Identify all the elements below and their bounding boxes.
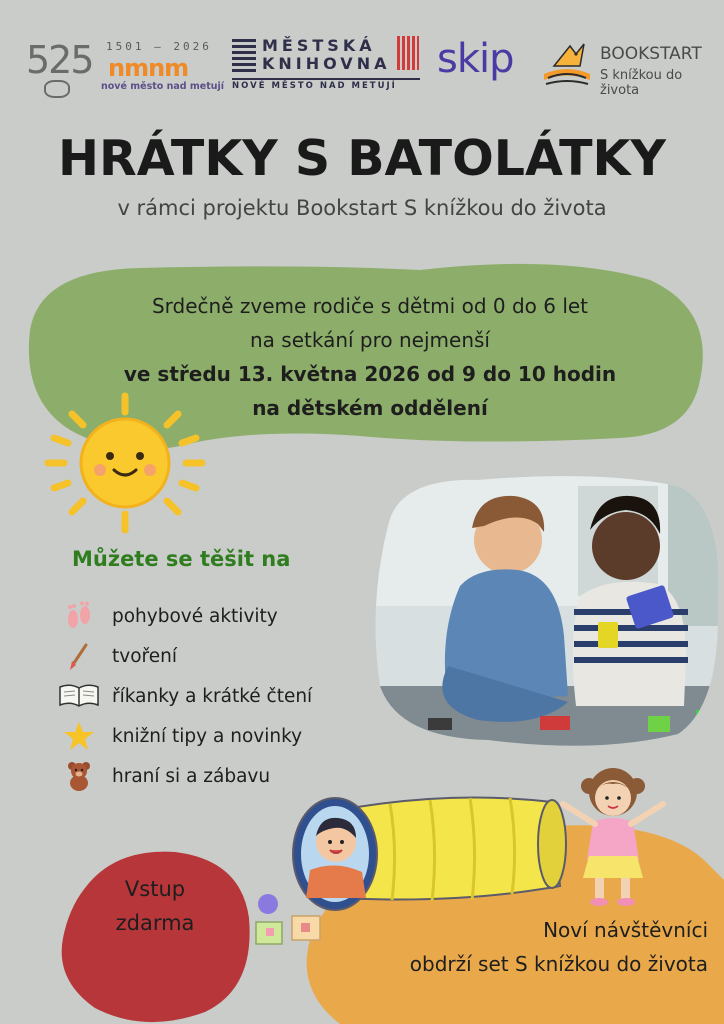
library-name-line2: KNIHOVNA <box>262 54 391 73</box>
list-item <box>58 756 312 796</box>
free-entry-line1: Vstup <box>124 877 186 901</box>
list-item <box>58 636 312 676</box>
list-item <box>58 716 312 756</box>
anniversary-wordmark: nmnm <box>108 54 189 82</box>
list-item <box>58 676 312 716</box>
skip-logo: skip <box>437 36 514 82</box>
anniversary-number: 525 <box>26 38 93 82</box>
new-visitors-line1: Noví návštěvníci <box>543 918 708 942</box>
library-town: NOVÉ MĚSTO NAD METUJÍ <box>232 78 420 91</box>
library-logo <box>232 36 420 92</box>
invitation-place: na dětském oddělení <box>252 396 488 420</box>
page-title: HRÁTKY S BATOLÁTKY <box>58 130 666 187</box>
footprints-icon <box>58 601 100 631</box>
invitation-line1: Srdečně zveme rodiče s dětmi od 0 do 6 let <box>151 294 589 318</box>
invitation-line2: na setkání pro nejmenší <box>250 328 490 352</box>
toy-cubes-illustration <box>252 890 332 950</box>
bookstart-logo <box>540 40 710 96</box>
library-stripes-icon <box>232 38 256 72</box>
program-item-label: pohybové aktivity <box>112 605 278 627</box>
list-item <box>58 596 312 636</box>
free-entry-line2: zdarma <box>115 911 195 935</box>
new-visitors-text <box>318 913 708 981</box>
program-item-label: tvoření <box>112 645 177 667</box>
anniversary-525-logo <box>26 36 93 98</box>
paintbrush-icon <box>58 641 100 671</box>
library-name-line1: MĚSTSKÁ <box>262 36 376 55</box>
bookstart-bird-book-icon <box>540 40 594 90</box>
teddy-bear-icon <box>58 761 100 791</box>
open-book-icon <box>58 681 100 711</box>
owl-face-icon <box>44 80 70 98</box>
page-subtitle: v rámci projektu Bookstart S knížkou do života <box>117 196 607 220</box>
new-visitors-line2: obdrží set S knížkou do života <box>409 952 708 976</box>
program-list <box>58 596 312 796</box>
bookstart-tagline: S knížkou do života <box>600 68 683 98</box>
anniversary-town: nové město nad metují <box>101 81 225 92</box>
program-item-label: hraní si a zábavu <box>112 765 271 787</box>
girl-illustration <box>555 760 675 910</box>
bookstart-name: BOOKSTART <box>600 44 702 64</box>
program-item-label: říkanky a krátké čtení <box>112 685 313 707</box>
program-heading: Můžete se těšit na <box>72 547 291 571</box>
invitation-date: ve středu 13. května 2026 od 9 do 10 hodin <box>123 362 617 386</box>
anniversary-years: 1501 — 2026 <box>106 40 212 53</box>
star-icon <box>58 721 100 751</box>
sun-icon <box>40 388 210 538</box>
program-item-label: knižní tipy a novinky <box>112 725 303 747</box>
free-entry-text <box>80 872 230 940</box>
library-red-stripes-icon <box>397 36 419 70</box>
children-playing-photo <box>368 466 724 752</box>
